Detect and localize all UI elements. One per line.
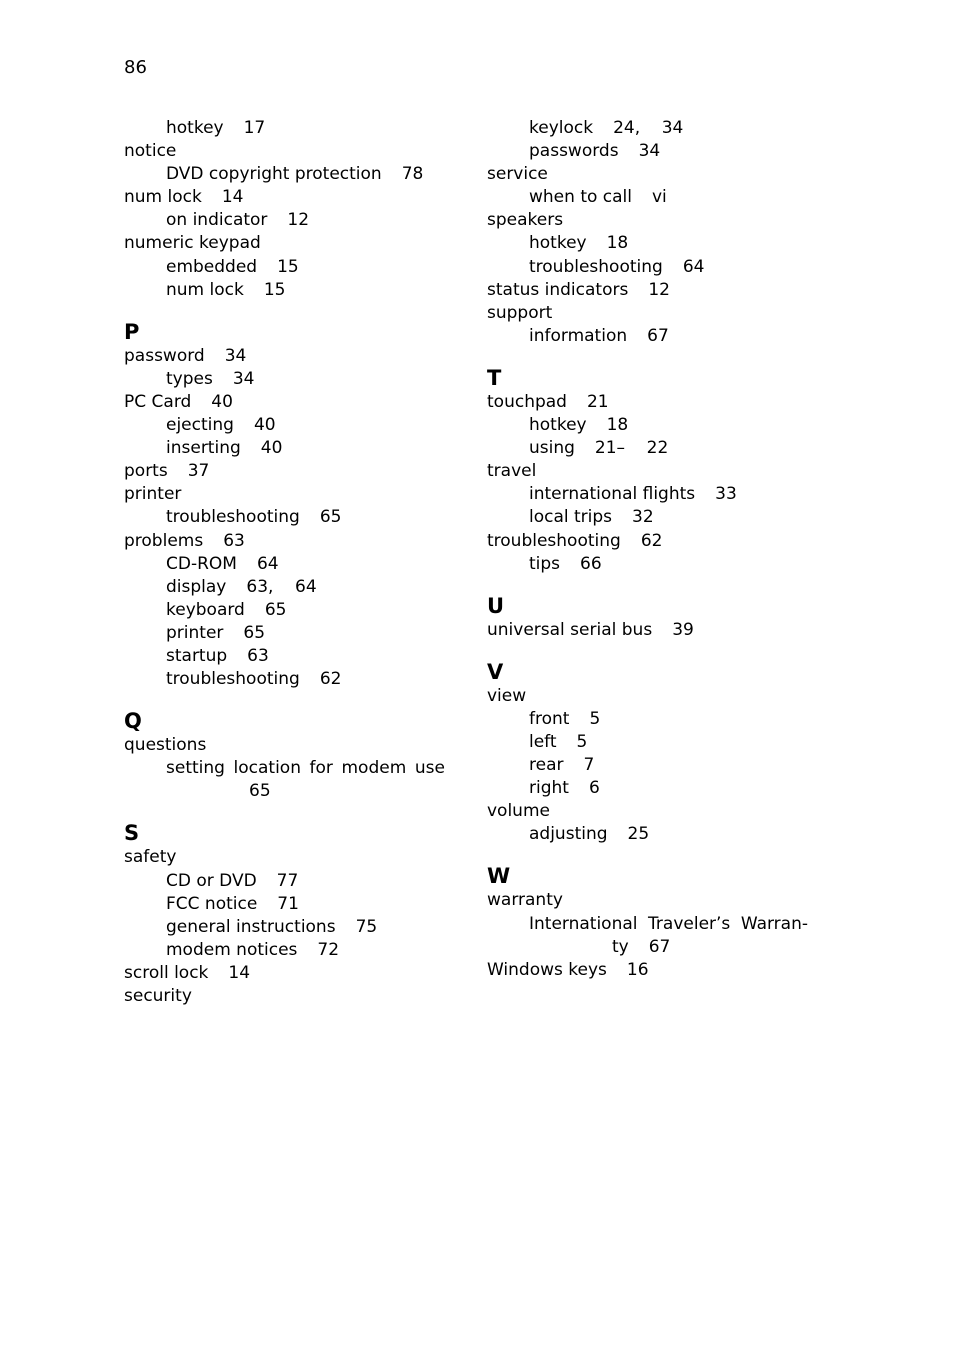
index-term: ports (124, 461, 168, 482)
index-subentry (487, 754, 817, 777)
index-page-ref: 40 (260, 438, 283, 459)
index-subentry (487, 325, 817, 348)
index-page-ref: 65 (249, 781, 271, 802)
index-term-word: International (529, 913, 638, 934)
index-term: PC Card (124, 391, 192, 412)
index-term: scroll lock (124, 962, 209, 983)
index-term: international flights (529, 484, 696, 505)
index-term: modem notices (166, 939, 298, 960)
index-subentry (124, 668, 454, 691)
index-page-ref: 65 (264, 599, 287, 620)
index-term: keylock (529, 118, 594, 138)
index-entry (124, 734, 454, 757)
index-group-w (487, 889, 817, 912)
index-term: local trips (529, 507, 613, 528)
index-page-ref: 34 (638, 141, 661, 162)
index-page-ref: 78 (401, 164, 424, 185)
index-term: hotkey (166, 118, 224, 138)
index-page-ref: 12 (287, 210, 310, 231)
index-page-ref: 40 (253, 415, 276, 436)
index-subentry (487, 506, 817, 529)
index-term: ty (612, 936, 629, 957)
index-subentry (487, 140, 817, 163)
index-entry (124, 140, 454, 163)
index-subentry (124, 553, 454, 576)
index-entry (124, 460, 454, 483)
index-entry (124, 232, 454, 255)
index-term-word: Traveler’s (648, 913, 731, 934)
index-letter-heading-u: U (487, 593, 505, 618)
index-subentry (487, 437, 817, 460)
index-term-word: Warran- (740, 913, 808, 934)
index-subentry (124, 599, 454, 622)
index-entry (124, 483, 454, 506)
index-entry-wrapped-pages (124, 780, 454, 803)
index-entry (487, 302, 817, 325)
index-term: printer (124, 484, 182, 505)
index-term: using (529, 438, 575, 459)
index-group-t (487, 391, 817, 576)
index-group-s-continued (487, 117, 817, 348)
index-term: types (166, 368, 213, 389)
index-term: problems (124, 530, 204, 551)
index-term: CD or DVD (166, 870, 257, 891)
index-term: Windows keys (487, 959, 607, 980)
index-page-ref: 62 (640, 530, 663, 551)
index-entry (487, 959, 817, 982)
index-letter-heading-p: P (124, 319, 140, 344)
index-term-word: setting (166, 758, 225, 779)
index-page-ref: 5 (576, 731, 588, 752)
index-subentry (124, 117, 454, 140)
index-page-ref: 24, 34 (613, 118, 684, 138)
index-page-ref: 39 (672, 619, 694, 640)
index-entry (487, 800, 817, 823)
index-page-ref: 66 (580, 553, 602, 574)
index-term: security (124, 986, 192, 1006)
index-term: rear (529, 755, 564, 776)
index-letter-heading-v: V (487, 659, 504, 684)
index-page-ref: 18 (606, 415, 629, 436)
index-letter-heading-w: W (487, 864, 511, 889)
index-term-word: for (309, 758, 333, 779)
index-term: numeric keypad (124, 233, 261, 254)
index-term: view (487, 685, 527, 706)
index-page-ref: 17 (243, 118, 266, 138)
index-page-ref: 67 (648, 936, 671, 957)
index-page-ref: 40 (211, 391, 233, 412)
index-term: when to call (529, 187, 632, 208)
index-column-left (124, 117, 454, 1008)
index-column-right (487, 117, 817, 982)
index-entry (124, 530, 454, 553)
index-page-ref: 7 (583, 755, 595, 776)
index-entry-wrapped (124, 757, 454, 780)
index-term: hotkey (529, 415, 587, 436)
index-term: right (529, 778, 569, 799)
index-entry (487, 209, 817, 232)
index-group-s (124, 846, 454, 1008)
index-subentry (124, 939, 454, 962)
index-term: support (487, 302, 553, 323)
index-page-ref: 21– 22 (594, 438, 669, 459)
index-group-v (487, 685, 817, 847)
index-term: status indicators (487, 279, 629, 300)
index-group-w-after (487, 959, 817, 982)
index-page-ref: 32 (632, 507, 654, 528)
index-subentry (124, 916, 454, 939)
index-term: display (166, 576, 227, 597)
index-page-ref: 65 (319, 507, 342, 528)
index-page-ref: 63 (223, 530, 245, 551)
index-page-ref: vi (652, 187, 667, 208)
index-subentry (124, 163, 454, 186)
index-group-n-continued (124, 117, 454, 302)
index-subentry (487, 186, 817, 209)
index-term: travel (487, 461, 537, 482)
index-subentry (487, 553, 817, 576)
index-page-ref: 15 (263, 279, 286, 300)
index-term: hotkey (529, 233, 587, 254)
index-subentry (124, 256, 454, 279)
index-page-ref: 21 (586, 391, 609, 412)
index-entry-wrapped (487, 913, 817, 936)
index-term: passwords (529, 141, 619, 162)
index-entry (124, 985, 454, 1008)
index-term: embedded (166, 256, 258, 277)
index-subentry (124, 279, 454, 302)
index-page-ref: 63 (247, 645, 269, 666)
index-entry (487, 460, 817, 483)
index-subentry (487, 483, 817, 506)
index-term: speakers (487, 210, 564, 231)
index-entry (487, 163, 817, 186)
index-wrapped-words (529, 913, 808, 936)
index-term: front (529, 708, 570, 729)
index-term: tips (529, 553, 561, 574)
index-term-word: use (414, 758, 445, 779)
index-subentry (124, 414, 454, 437)
index-subentry (124, 368, 454, 391)
index-term: questions (124, 735, 207, 756)
index-subentry (487, 823, 817, 846)
index-entry (487, 685, 817, 708)
index-page-ref: 65 (243, 622, 266, 643)
index-page-ref: 5 (589, 708, 601, 729)
index-term: ejecting (166, 415, 234, 436)
index-page-ref: 14 (221, 187, 244, 208)
index-page-ref: 33 (715, 484, 737, 505)
index-term: notice (124, 141, 177, 162)
index-page-ref: 77 (276, 870, 299, 891)
index-term: password (124, 345, 205, 366)
index-subentry (124, 870, 454, 893)
index-subentry (487, 777, 817, 800)
index-term: touchpad (487, 391, 567, 412)
index-group-u (487, 619, 817, 642)
index-wrapped-words (166, 757, 445, 780)
index-entry (487, 530, 817, 553)
index-page-ref: 75 (355, 916, 378, 937)
index-term: FCC notice (166, 893, 258, 914)
index-term: adjusting (529, 824, 608, 845)
index-letter-heading-q: Q (124, 709, 142, 734)
index-subentry (487, 117, 817, 140)
index-entry-wrapped-pages (487, 936, 817, 959)
index-term: keyboard (166, 599, 245, 620)
index-term: service (487, 164, 548, 185)
index-page-ref: 14 (228, 962, 251, 983)
index-group-q (124, 734, 454, 757)
index-term: safety (124, 847, 177, 868)
index-page-ref: 12 (648, 279, 670, 300)
index-term: troubleshooting (529, 256, 663, 277)
index-page-ref: 34 (224, 345, 247, 366)
index-page-ref: 15 (277, 256, 299, 277)
index-subentry (124, 893, 454, 916)
index-entry (124, 186, 454, 209)
index-entry (487, 889, 817, 912)
index-subentry (124, 576, 454, 599)
index-term: num lock (124, 187, 202, 208)
index-term: startup (166, 645, 228, 666)
index-term: num lock (166, 279, 244, 300)
index-entry (124, 391, 454, 414)
index-subentry (124, 645, 454, 668)
index-entry (487, 279, 817, 302)
index-term: troubleshooting (166, 669, 300, 690)
index-page-ref: 62 (319, 669, 342, 690)
index-entry (124, 846, 454, 869)
index-subentry (124, 622, 454, 645)
index-page-ref: 72 (317, 939, 340, 960)
index-subentry (124, 506, 454, 529)
index-term: left (529, 731, 557, 752)
index-term: universal serial bus (487, 619, 653, 640)
index-subentry (487, 731, 817, 754)
index-page-ref: 71 (277, 893, 299, 914)
index-subentry (487, 232, 817, 255)
index-subentry (487, 256, 817, 279)
index-term: troubleshooting (166, 507, 300, 528)
index-term: printer (166, 622, 224, 643)
index-term: inserting (166, 438, 241, 459)
index-term: volume (487, 801, 550, 822)
index-subentry (124, 437, 454, 460)
index-entry (124, 345, 454, 368)
index-term-word: location (233, 758, 301, 779)
index-term: CD-ROM (166, 553, 237, 574)
index-entry (487, 619, 817, 642)
index-page-ref: 64 (256, 553, 279, 574)
index-entry (124, 962, 454, 985)
index-page-ref: 16 (626, 959, 649, 980)
index-term: information (529, 325, 628, 346)
index-term-word: modem (341, 758, 407, 779)
index-term: DVD copyright protection (166, 164, 382, 185)
index-page-ref: 18 (606, 233, 629, 254)
page-number: 86 (124, 57, 147, 78)
index-page-ref: 63, 64 (246, 576, 317, 597)
index-letter-heading-t: T (487, 365, 502, 390)
index-term: warranty (487, 890, 563, 911)
index-subentry (124, 209, 454, 232)
index-page-ref: 34 (232, 368, 255, 389)
index-page-ref: 6 (588, 778, 600, 799)
index-term: on indicator (166, 210, 268, 231)
index-group-p (124, 345, 454, 691)
index-page-ref: 64 (682, 256, 705, 277)
index-subentry (487, 708, 817, 731)
index-subentry (487, 414, 817, 437)
index-term: general instructions (166, 916, 336, 937)
index-page-ref: 67 (647, 325, 669, 346)
index-page-ref: 25 (627, 824, 650, 845)
index-letter-heading-s: S (124, 821, 140, 846)
index-term: troubleshooting (487, 530, 621, 551)
index-entry (487, 391, 817, 414)
index-page-ref: 37 (187, 461, 210, 482)
